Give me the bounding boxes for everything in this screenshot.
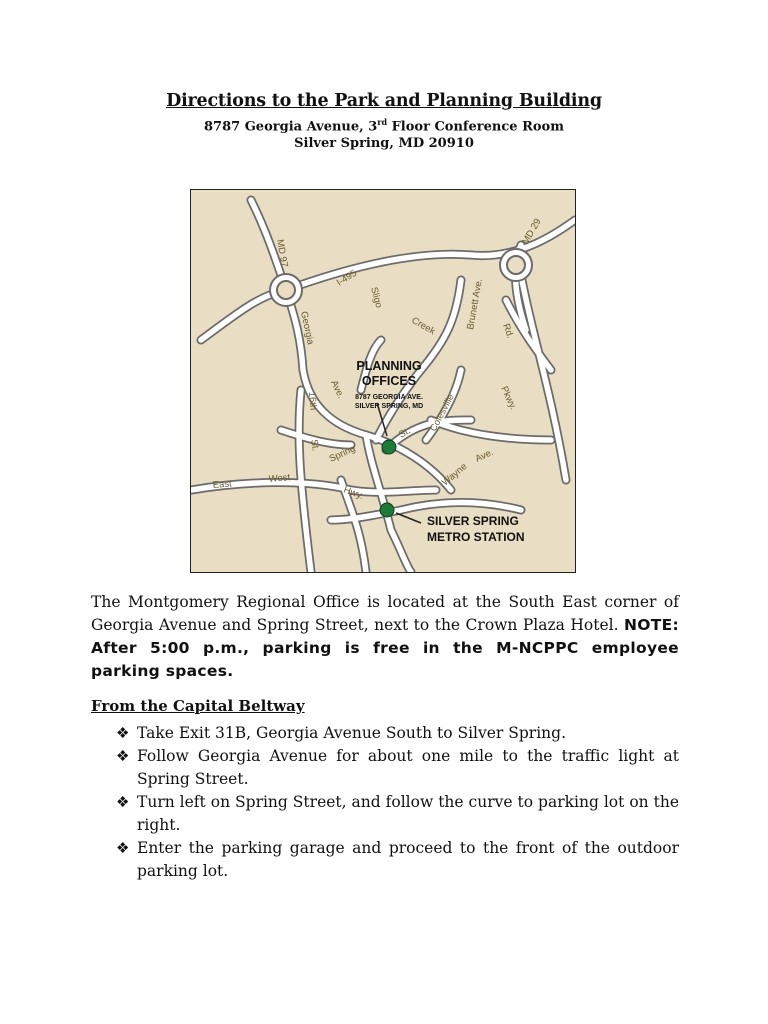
road-label-colesville: Colesville: [427, 392, 457, 434]
direction-step: [116, 837, 679, 883]
page-title: Directions to the Park and Planning Building: [166, 91, 602, 111]
map-graphic: [191, 190, 575, 572]
direction-step: [116, 722, 679, 745]
diamond-bullet-icon: ❖: [116, 793, 130, 811]
direction-step-text: Enter the parking garage and proceed to the front of the outdoor parking lot.: [137, 839, 679, 880]
metro-station-label: [427, 514, 525, 544]
road-label-spring: Spring: [327, 443, 358, 465]
address-street: 8787 Georgia Avenue, 3: [204, 119, 378, 135]
road-label-east: East: [212, 478, 233, 491]
road-label-ave: Ave.: [328, 378, 347, 401]
road-label-md29: MD 29: [520, 216, 544, 247]
road-label-creek: Creek: [409, 315, 437, 338]
direction-step-text: Follow Georgia Avenue for about one mile to the traffic light at Spring Street.: [137, 747, 679, 788]
parking-note: NOTE: After 5:00 p.m., parking is free in the M-NCPPC employee parking spaces.: [91, 616, 679, 680]
planning-label-line2: OFFICES: [361, 374, 417, 388]
road-label-wayne: Wayne: [439, 461, 470, 489]
road-label-sligo: Sligo: [368, 285, 385, 310]
interchange-west: [270, 274, 302, 306]
directions-map: [190, 189, 576, 573]
road-label-16th: 16th: [306, 391, 319, 411]
planning-offices-label: [355, 359, 423, 410]
diamond-bullet-icon: ❖: [116, 839, 130, 857]
address-line-2: Silver Spring, MD 20910: [294, 136, 474, 151]
planning-label-line1: PLANNING: [356, 359, 422, 373]
road-label-st: St.: [397, 425, 413, 441]
direction-step: [116, 791, 679, 837]
road-label-brunett: Brunett Ave.: [465, 277, 485, 331]
direction-step-text: Take Exit 31B, Georgia Avenue South to Silver Spring.: [137, 724, 567, 742]
road-label-rd: Rd.: [500, 322, 516, 340]
road-label-west: West: [268, 472, 291, 485]
section-heading: From the Capital Beltway: [91, 697, 305, 715]
directions-steps: [116, 722, 679, 883]
planning-label-addr1: 8787 GEORGIA AVE.: [355, 394, 423, 401]
metro-label-line2: METRO STATION: [427, 530, 525, 544]
metro-label-line1: SILVER SPRING: [427, 514, 519, 528]
intro-text: The Montgomery Regional Office is located at the South East corner of Georgia Avenue and Spring Street, next to the Crown Plaza Hotel.: [91, 593, 679, 634]
road-label-i495: I-495: [334, 267, 359, 289]
road-label-pkwy: Pkwy.: [498, 384, 519, 412]
road-label-st2: St.: [308, 438, 321, 452]
intro-paragraph: [91, 591, 679, 683]
address-line-1: [0, 117, 768, 134]
planning-label-addr2: SILVER SPRING, MD: [354, 403, 424, 410]
address-ordinal-suffix: rd: [377, 117, 388, 127]
diamond-bullet-icon: ❖: [116, 724, 130, 742]
road-label-georgia: Georgia: [298, 310, 316, 346]
road-label-md97: MD 97: [274, 238, 290, 269]
address-room: Floor Conference Room: [387, 119, 564, 135]
interchange-east: [500, 249, 532, 281]
road-label-hwy: Hwy.: [341, 484, 365, 502]
road-label-ave2: Ave.: [473, 446, 496, 465]
direction-step-text: Turn left on Spring Street, and follow the curve to parking lot on the right.: [137, 793, 679, 834]
direction-step: [116, 745, 679, 791]
diamond-bullet-icon: ❖: [116, 747, 130, 765]
